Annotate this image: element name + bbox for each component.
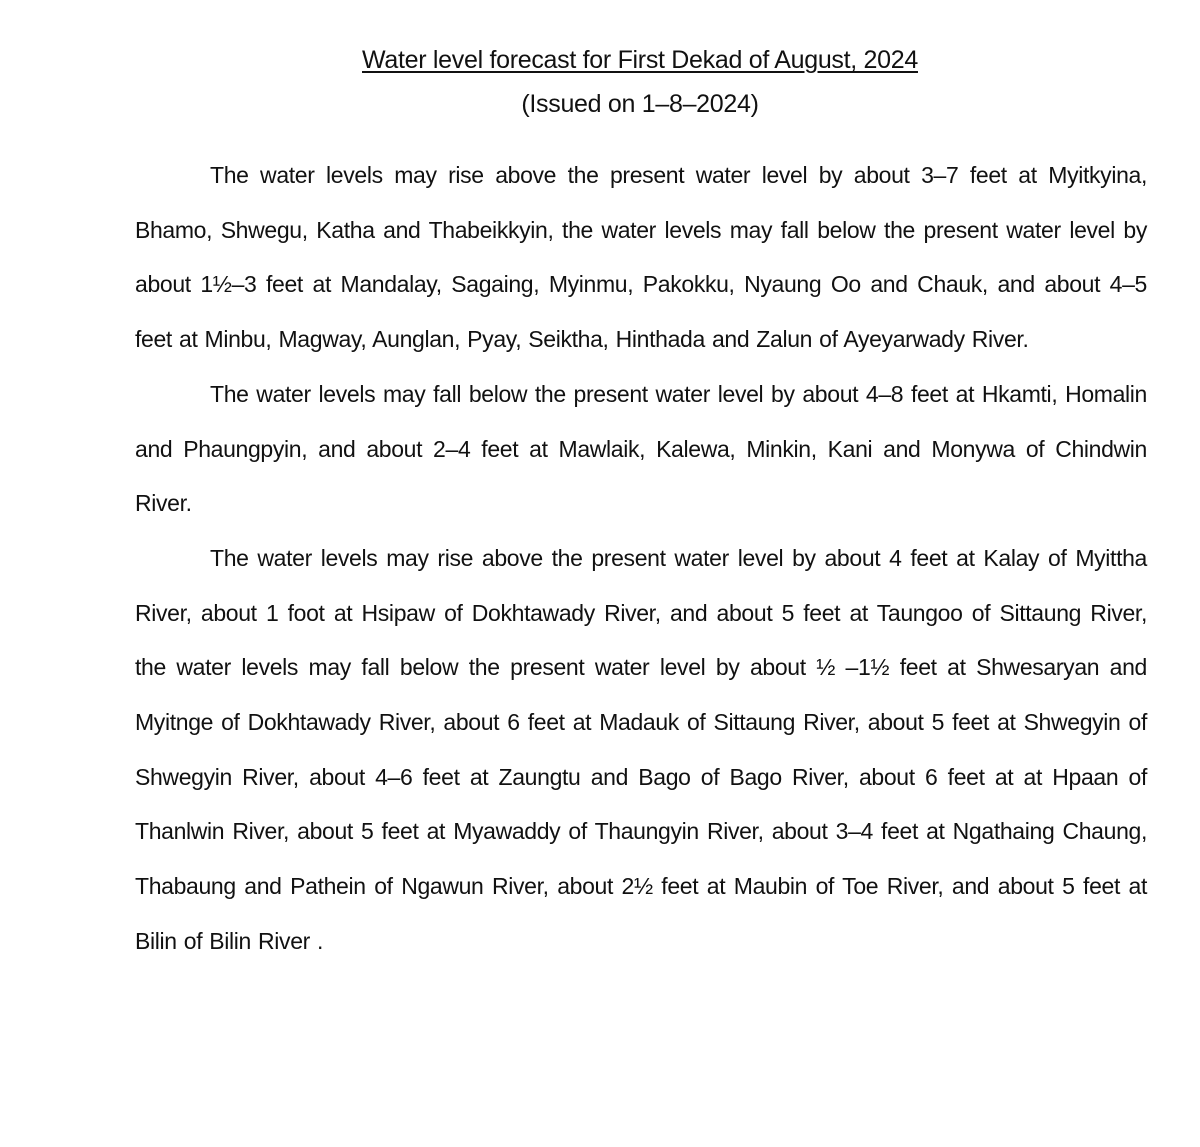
paragraph-other-rivers: The water levels may rise above the present water level by about 4 feet at Kalay of Myittha River, about 1 foot at Hsipaw of Dokhtawady River, and about 5 feet at Taungoo of Sittaung River, the water levels may fall below the present water level by about ½ –1½ feet at Shwesaryan and Myitnge of Dokhtawady River, about 6 feet at Madauk of Sittaung River, about 5 feet at Shwegyin of Shwegyin River, about 4–6 feet at Zaungtu and Bago of Bago River, about 6 feet at at Hpaan of Thanlwin River, about 5 feet at Myawaddy of Thaungyin River, about 3–4 feet at Ngathaing Chaung, Thabaung and Pathein of Ngawun River, about 2½ feet at Maubin of Toe River, and about 5 feet at Bilin of Bilin River . <box>135 544 1147 954</box>
document-title-text: Water level forecast for First Dekad of August, 2024 <box>362 46 918 74</box>
document-body <box>135 148 1147 969</box>
issued-date: (Issued on 1–8–2024) <box>521 90 759 118</box>
document-title <box>0 42 1200 78</box>
paragraph-ayeyarwady: The water levels may rise above the present water level by about 3–7 feet at Myitkyina, Bhamo, Shwegu, Katha and Thabeikkyin, the water levels may fall below the present water level by about 1½–3 feet at Mandalay, Sagaing, Myinmu, Pakokku, Nyaung Oo and Chauk, and about 4–5 feet at Minbu, Magway, Aunglan, Pyay, Seiktha, Hinthada and Zalun of Ayeyarwady River. <box>135 162 1147 353</box>
paragraph-chindwin: The water levels may fall below the present water level by about 4–8 feet at Hkamti, Homalin and Phaungpyin, and about 2–4 feet at Mawlaik, Kalewa, Minkin, Kani and Monywa of Chindwin River. <box>135 380 1147 517</box>
